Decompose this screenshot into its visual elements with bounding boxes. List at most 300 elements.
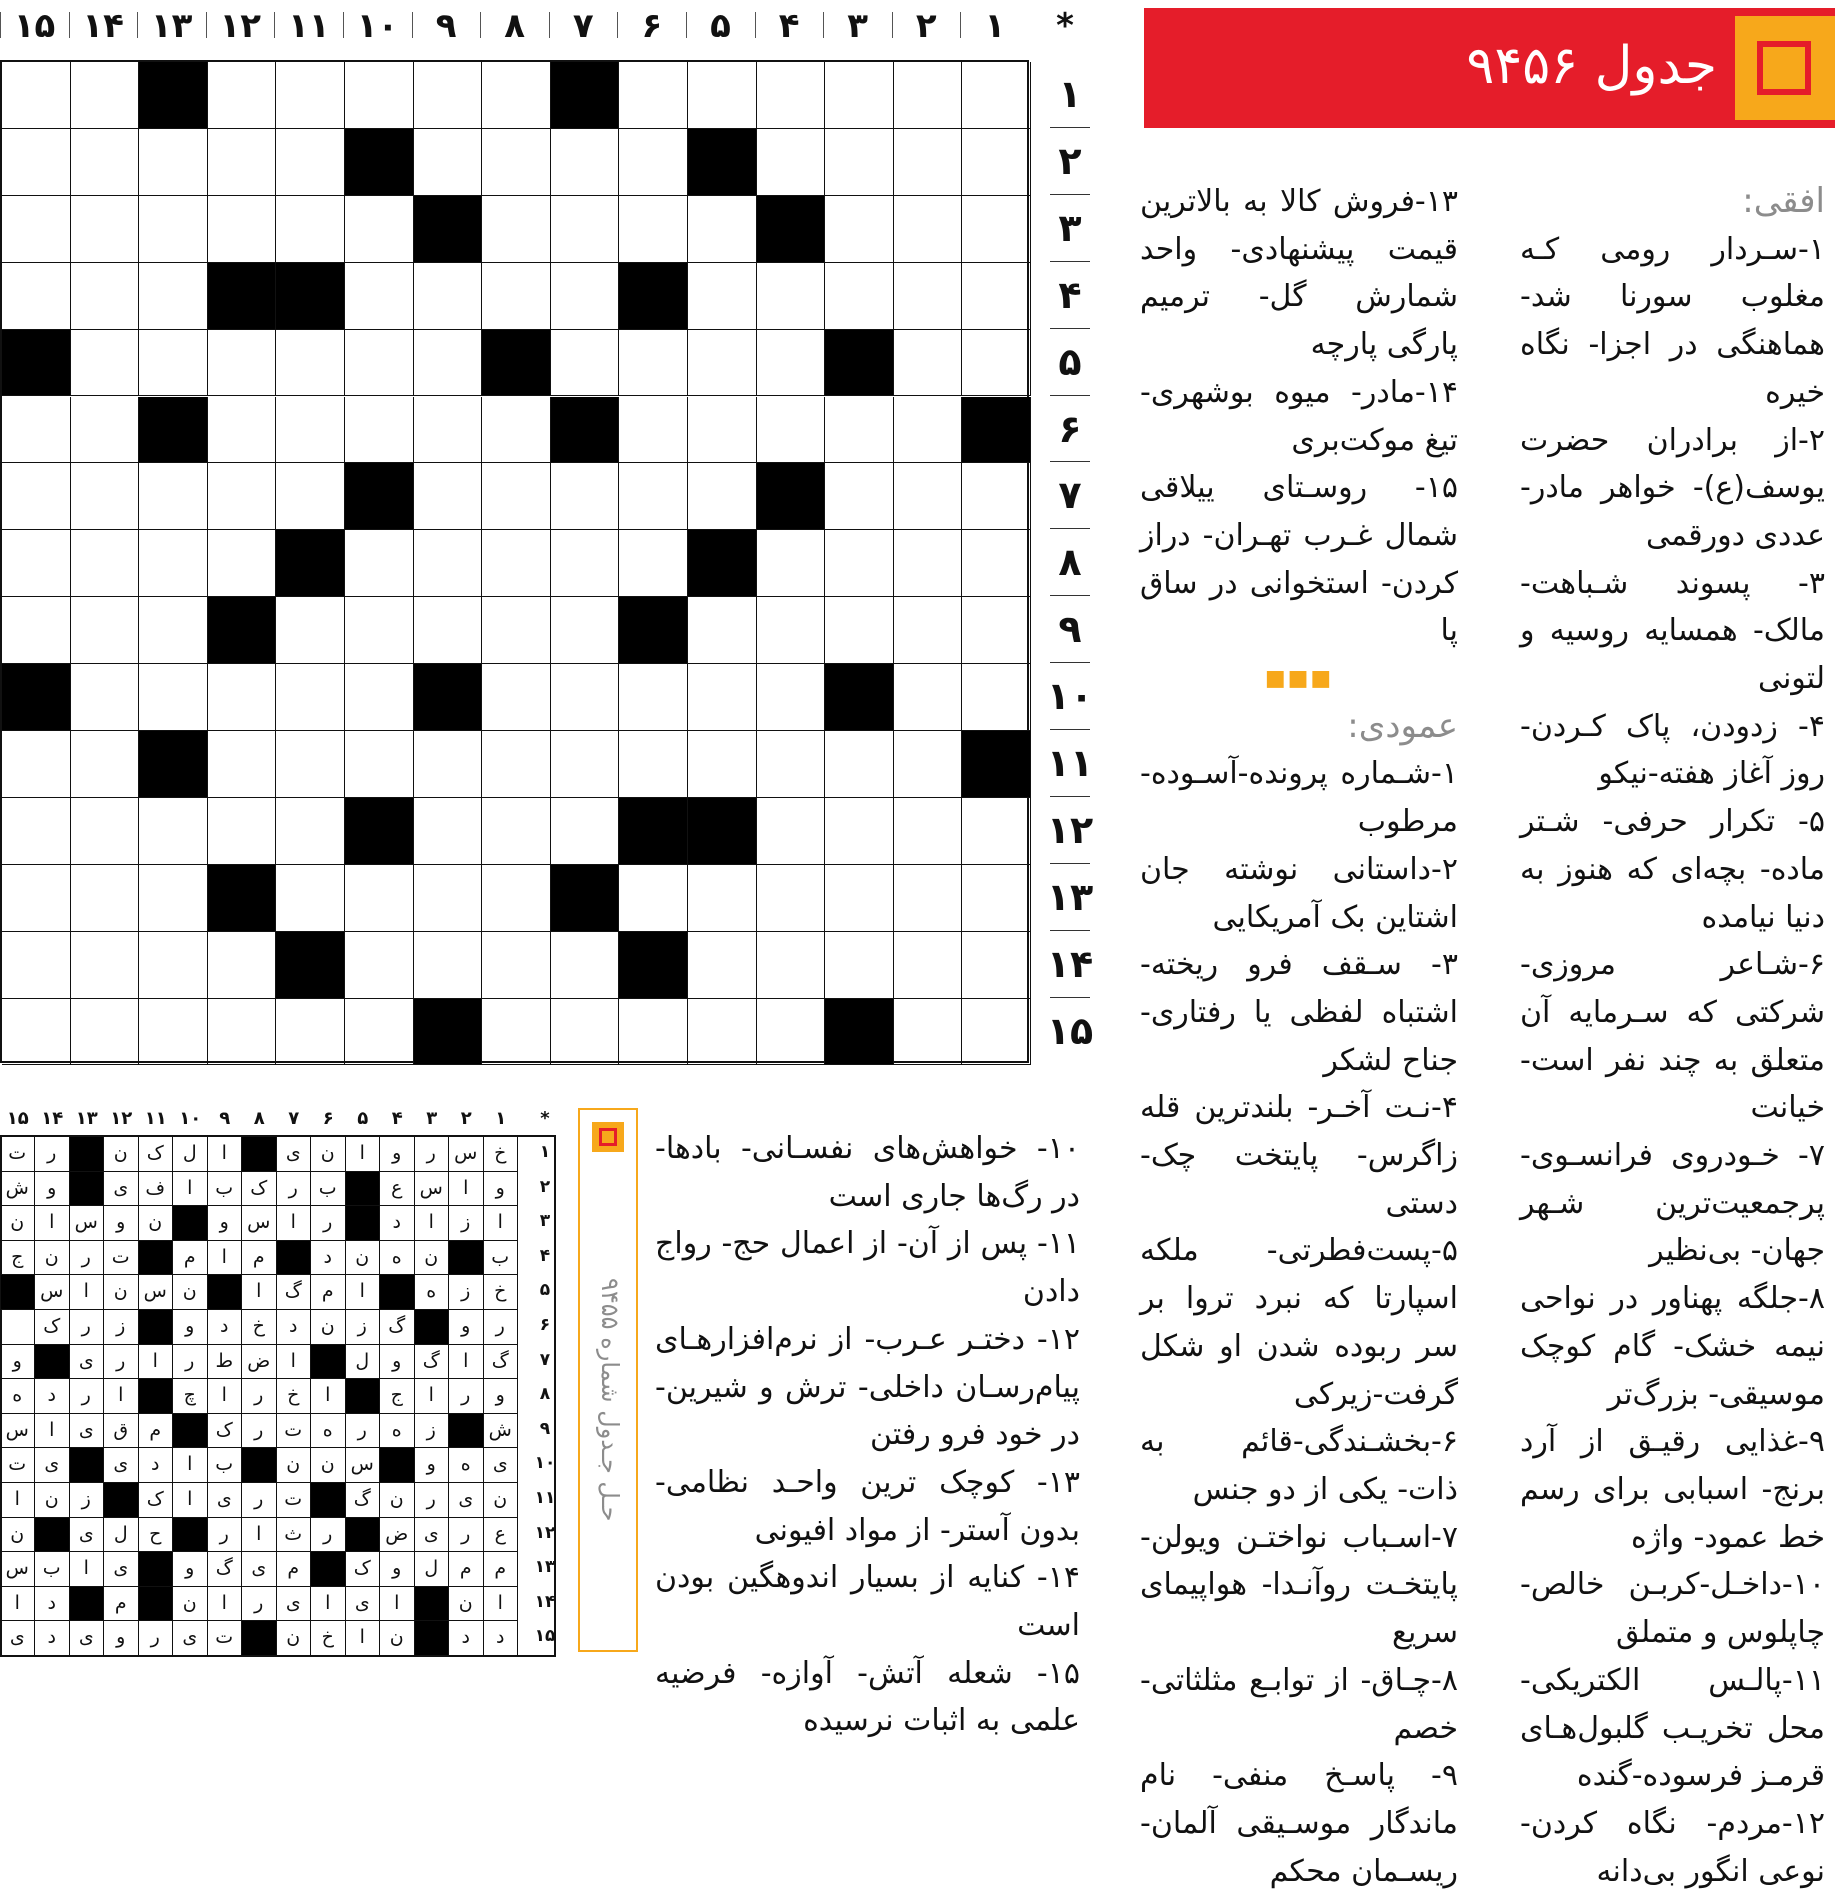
row-number: ۳	[1058, 205, 1082, 250]
solution-row-number: ۲	[539, 1176, 551, 1197]
solution-cell: ر	[70, 1241, 105, 1276]
grid-cell[interactable]	[414, 597, 483, 664]
solution-cell: خ	[484, 1137, 519, 1172]
solution-title-box	[578, 1108, 638, 1652]
solution-cell: ا	[1, 1483, 36, 1518]
grid-cell[interactable]	[894, 530, 963, 597]
grid-cell[interactable]	[688, 263, 757, 330]
grid-cell[interactable]	[894, 932, 963, 999]
solution-cell: ا	[70, 1275, 105, 1310]
grid-cell[interactable]	[2, 263, 71, 330]
grid-cell[interactable]	[962, 62, 1031, 129]
grid-cell[interactable]	[757, 129, 826, 196]
column-number: ۱۴	[82, 6, 124, 46]
grid-cell[interactable]	[962, 865, 1031, 932]
grid-cell[interactable]	[139, 463, 208, 530]
grid-cell[interactable]	[71, 397, 140, 464]
black-cell	[414, 196, 483, 263]
grid-cell[interactable]	[619, 463, 688, 530]
grid-cell[interactable]	[2, 932, 71, 999]
grid-cell[interactable]	[276, 196, 345, 263]
grid-cell[interactable]	[71, 999, 140, 1066]
grid-cell[interactable]	[482, 597, 551, 664]
solution-cell: ر	[311, 1518, 346, 1553]
grid-cell[interactable]	[962, 530, 1031, 597]
grid-cell[interactable]	[482, 196, 551, 263]
grid-cell[interactable]	[757, 932, 826, 999]
solution-cell: ا	[346, 1621, 381, 1656]
black-cell	[2, 330, 71, 397]
grid-cell[interactable]	[414, 263, 483, 330]
solution-cell: گ	[277, 1275, 312, 1310]
grid-cell[interactable]	[962, 999, 1031, 1066]
grid-cell[interactable]	[139, 664, 208, 731]
grid-cell[interactable]	[482, 530, 551, 597]
grid-cell[interactable]	[345, 597, 414, 664]
solution-row-number: ۵	[539, 1280, 551, 1301]
grid-cell[interactable]	[139, 530, 208, 597]
grid-cell[interactable]	[414, 798, 483, 865]
solution-cell: ج	[1, 1241, 36, 1276]
solution-cell: ر	[449, 1518, 484, 1553]
black-cell	[276, 530, 345, 597]
clue-text: ۷- خـودروی فرانسـوی- پرجمعیت‌ترین شـهر جهان- بی‌نظیر	[1520, 1138, 1825, 1269]
solution-cell: ا	[173, 1483, 208, 1518]
grid-cell[interactable]	[414, 330, 483, 397]
grid-cell[interactable]	[208, 530, 277, 597]
row-number: ۱۱	[1046, 741, 1094, 785]
clue-text: ۷-اسـباب نواختـن ویولن- پایتخـت روآنـدا- هواپیمای سریع	[1140, 1519, 1458, 1651]
grid-cell[interactable]	[688, 397, 757, 464]
solution-black-cell	[35, 1518, 70, 1553]
solution-cell: ی	[35, 1448, 70, 1483]
solution-cell: ر	[242, 1379, 277, 1414]
solution-cell: س	[1, 1414, 36, 1449]
solution-cell: و	[104, 1621, 139, 1656]
grid-cell[interactable]	[825, 397, 894, 464]
grid-cell[interactable]	[2, 196, 71, 263]
grid-cell[interactable]	[345, 530, 414, 597]
grid-cell[interactable]	[894, 330, 963, 397]
grid-cell[interactable]	[688, 999, 757, 1066]
grid-cell[interactable]	[757, 865, 826, 932]
grid-cell[interactable]	[894, 798, 963, 865]
solution-cell: ر	[104, 1345, 139, 1380]
grid-cell[interactable]	[208, 463, 277, 530]
grid-cell[interactable]	[962, 664, 1031, 731]
grid-cell[interactable]	[962, 330, 1031, 397]
solution-cell: گ	[380, 1310, 415, 1345]
grid-cell[interactable]	[345, 664, 414, 731]
solution-cell: ط	[208, 1345, 243, 1380]
grid-cell[interactable]	[825, 196, 894, 263]
grid-cell[interactable]	[414, 397, 483, 464]
solution-cell: ب	[311, 1172, 346, 1207]
grid-cell[interactable]	[345, 999, 414, 1066]
grid-cell[interactable]	[482, 798, 551, 865]
solution-cell: ا	[208, 1137, 243, 1172]
grid-cell[interactable]	[757, 597, 826, 664]
grid-cell[interactable]	[208, 798, 277, 865]
grid-cell[interactable]	[345, 932, 414, 999]
grid-cell[interactable]	[71, 865, 140, 932]
grid-cell[interactable]	[551, 263, 620, 330]
solution-cell: ا	[277, 1345, 312, 1380]
grid-cell[interactable]	[894, 999, 963, 1066]
clues-column-middle	[1140, 178, 1458, 1895]
solution-column-number: ۱۳	[75, 1108, 98, 1129]
grid-cell[interactable]	[276, 129, 345, 196]
grid-cell[interactable]	[276, 664, 345, 731]
grid-cell[interactable]	[757, 664, 826, 731]
grid-cell[interactable]	[208, 932, 277, 999]
black-cell	[688, 798, 757, 865]
solution-cell: ا	[449, 1172, 484, 1207]
grid-cell[interactable]	[208, 664, 277, 731]
grid-cell[interactable]	[894, 263, 963, 330]
grid-cell[interactable]	[688, 932, 757, 999]
grid-cell[interactable]	[688, 865, 757, 932]
grid-cell[interactable]	[688, 62, 757, 129]
grid-cell[interactable]	[276, 62, 345, 129]
grid-cell[interactable]	[688, 330, 757, 397]
grid-cell[interactable]	[139, 330, 208, 397]
grid-cell[interactable]	[482, 999, 551, 1066]
grid-cell[interactable]	[208, 129, 277, 196]
grid-cell[interactable]	[2, 463, 71, 530]
grid-cell[interactable]	[139, 263, 208, 330]
grid-cell[interactable]	[2, 597, 71, 664]
grid-cell[interactable]	[825, 530, 894, 597]
black-cell	[962, 397, 1031, 464]
grid-cell[interactable]	[688, 664, 757, 731]
solution-cell: ی	[1, 1621, 36, 1656]
row-separator	[1050, 796, 1090, 797]
grid-cell[interactable]	[71, 196, 140, 263]
solution-black-cell	[173, 1206, 208, 1241]
grid-cell[interactable]	[551, 530, 620, 597]
grid-cell[interactable]	[894, 397, 963, 464]
solution-cell: د	[35, 1379, 70, 1414]
grid-cell[interactable]	[894, 129, 963, 196]
black-cell	[551, 397, 620, 464]
grid-cell[interactable]	[276, 330, 345, 397]
grid-cell[interactable]	[345, 330, 414, 397]
grid-cell[interactable]	[619, 62, 688, 129]
grid-cell[interactable]	[414, 865, 483, 932]
solution-cell: د	[484, 1621, 519, 1656]
solution-black-cell	[380, 1448, 415, 1483]
grid-cell[interactable]	[139, 865, 208, 932]
grid-cell[interactable]	[962, 597, 1031, 664]
solution-cell: ض	[380, 1518, 415, 1553]
clue-text: ۹-غذایی رقیـق از آرد برنج- اسبابی برای رسم خط عمود- واژه	[1520, 1424, 1825, 1555]
column-number: ۱۲	[219, 6, 262, 46]
solution-black-cell	[242, 1137, 277, 1172]
grid-cell[interactable]	[482, 865, 551, 932]
grid-cell[interactable]	[276, 999, 345, 1066]
solution-black-cell	[208, 1275, 243, 1310]
grid-cell[interactable]	[345, 731, 414, 798]
grid-cell[interactable]	[139, 798, 208, 865]
grid-cell[interactable]	[688, 731, 757, 798]
grid-cell[interactable]	[482, 664, 551, 731]
grid-cell[interactable]	[688, 597, 757, 664]
grid-cell[interactable]	[757, 731, 826, 798]
crossword-grid[interactable]	[0, 60, 1029, 1063]
grid-cell[interactable]	[894, 62, 963, 129]
grid-cell[interactable]	[619, 530, 688, 597]
grid-cell[interactable]	[551, 731, 620, 798]
grid-cell[interactable]	[551, 597, 620, 664]
solution-cell: گ	[484, 1345, 519, 1380]
solution-black-cell	[311, 1552, 346, 1587]
grid-cell[interactable]	[962, 463, 1031, 530]
solution-black-cell	[346, 1206, 381, 1241]
grid-cell[interactable]	[894, 597, 963, 664]
grid-cell[interactable]	[2, 731, 71, 798]
grid-cell[interactable]	[619, 731, 688, 798]
grid-cell[interactable]	[825, 865, 894, 932]
grid-cell[interactable]	[414, 463, 483, 530]
grid-cell[interactable]	[482, 463, 551, 530]
grid-cell[interactable]	[71, 664, 140, 731]
grid-cell[interactable]	[482, 731, 551, 798]
grid-cell[interactable]	[688, 463, 757, 530]
grid-cell[interactable]	[414, 731, 483, 798]
grid-cell[interactable]	[551, 463, 620, 530]
grid-cell[interactable]	[208, 731, 277, 798]
solution-cell: ه	[380, 1241, 415, 1276]
grid-cell[interactable]	[139, 129, 208, 196]
grid-cell[interactable]	[482, 932, 551, 999]
grid-cell[interactable]	[894, 463, 963, 530]
solution-cell: م	[173, 1241, 208, 1276]
solution-black-cell	[35, 1345, 70, 1380]
solution-cell: ی	[70, 1518, 105, 1553]
grid-cell[interactable]	[71, 463, 140, 530]
grid-cell[interactable]	[619, 865, 688, 932]
grid-cell[interactable]	[894, 865, 963, 932]
grid-cell[interactable]	[71, 62, 140, 129]
grid-cell[interactable]	[688, 196, 757, 263]
grid-cell[interactable]	[139, 999, 208, 1066]
solution-cell: م	[277, 1552, 312, 1587]
solution-cell: ش	[484, 1414, 519, 1449]
solution-row-number: ۱۱	[534, 1488, 556, 1508]
solution-column-number: ۴	[391, 1108, 403, 1129]
grid-cell[interactable]	[894, 731, 963, 798]
solution-cell: و	[415, 1448, 450, 1483]
solution-row-number: ۱۴	[534, 1591, 556, 1612]
black-cell	[208, 865, 277, 932]
grid-cell[interactable]	[551, 999, 620, 1066]
grid-cell[interactable]	[894, 196, 963, 263]
grid-cell[interactable]	[619, 330, 688, 397]
grid-cell[interactable]	[345, 196, 414, 263]
solution-cell: س	[1, 1552, 36, 1587]
grid-cell[interactable]	[2, 798, 71, 865]
grid-cell[interactable]	[551, 664, 620, 731]
grid-cell[interactable]	[551, 330, 620, 397]
grid-cell[interactable]	[825, 62, 894, 129]
solution-cell: ا	[70, 1552, 105, 1587]
grid-cell[interactable]	[551, 798, 620, 865]
grid-cell[interactable]	[208, 397, 277, 464]
grid-cell[interactable]	[825, 731, 894, 798]
grid-cell[interactable]	[71, 731, 140, 798]
grid-cell[interactable]	[825, 263, 894, 330]
grid-cell[interactable]	[276, 731, 345, 798]
grid-cell[interactable]	[276, 597, 345, 664]
grid-cell[interactable]	[757, 263, 826, 330]
grid-cell[interactable]	[619, 664, 688, 731]
grid-cell[interactable]	[825, 798, 894, 865]
grid-cell[interactable]	[2, 865, 71, 932]
grid-cell[interactable]	[825, 129, 894, 196]
grid-cell[interactable]	[2, 397, 71, 464]
solution-cell: ک	[35, 1310, 70, 1345]
solution-column-number: ۳	[426, 1108, 438, 1129]
grid-cell[interactable]	[71, 263, 140, 330]
grid-cell[interactable]	[345, 865, 414, 932]
grid-cell[interactable]	[276, 397, 345, 464]
black-cell	[825, 999, 894, 1066]
grid-cell[interactable]	[276, 865, 345, 932]
solution-cell: ن	[35, 1483, 70, 1518]
black-cell	[962, 731, 1031, 798]
grid-cell[interactable]	[414, 530, 483, 597]
grid-cell[interactable]	[139, 597, 208, 664]
grid-cell[interactable]	[71, 597, 140, 664]
grid-cell[interactable]	[71, 530, 140, 597]
grid-cell[interactable]	[414, 129, 483, 196]
black-cell	[276, 932, 345, 999]
grid-cell[interactable]	[71, 330, 140, 397]
grid-cell[interactable]	[962, 129, 1031, 196]
grid-cell[interactable]	[757, 330, 826, 397]
solution-black-cell	[311, 1483, 346, 1518]
row-number: ۱۴	[1046, 941, 1094, 986]
black-cell	[825, 330, 894, 397]
grid-cell[interactable]	[962, 196, 1031, 263]
grid-cell[interactable]	[414, 932, 483, 999]
grid-cell[interactable]	[551, 196, 620, 263]
grid-cell[interactable]	[139, 932, 208, 999]
grid-cell[interactable]	[757, 530, 826, 597]
grid-cell[interactable]	[208, 62, 277, 129]
grid-cell[interactable]	[825, 463, 894, 530]
solution-cell: ا	[277, 1206, 312, 1241]
grid-cell[interactable]	[825, 932, 894, 999]
grid-cell[interactable]	[551, 129, 620, 196]
grid-cell[interactable]	[2, 62, 71, 129]
grid-cell[interactable]	[345, 62, 414, 129]
solution-cell: ر	[70, 1379, 105, 1414]
solution-column-number: ۵	[357, 1108, 369, 1129]
solution-column-number: ۹	[219, 1108, 231, 1129]
solution-cell: ز	[449, 1206, 484, 1241]
solution-cell: و	[35, 1172, 70, 1207]
grid-cell[interactable]	[757, 62, 826, 129]
grid-cell[interactable]	[208, 196, 277, 263]
grid-cell[interactable]	[962, 263, 1031, 330]
grid-cell[interactable]	[962, 798, 1031, 865]
grid-cell[interactable]	[962, 932, 1031, 999]
grid-cell[interactable]	[2, 530, 71, 597]
grid-cell[interactable]	[619, 397, 688, 464]
solution-cell: ت	[277, 1483, 312, 1518]
grid-cell[interactable]	[482, 62, 551, 129]
solution-cell: د	[449, 1621, 484, 1656]
solution-column-number: ۲	[460, 1108, 472, 1129]
row-separator	[1050, 395, 1090, 396]
grid-cell[interactable]	[482, 263, 551, 330]
grid-cell[interactable]	[71, 798, 140, 865]
grid-cell[interactable]	[757, 798, 826, 865]
solution-cell: ن	[277, 1621, 312, 1656]
grid-cell[interactable]	[71, 129, 140, 196]
solution-cell: ا	[346, 1275, 381, 1310]
solution-cell: ی	[173, 1621, 208, 1656]
grid-cell[interactable]	[345, 263, 414, 330]
solution-cell: ت	[1, 1137, 36, 1172]
grid-cell[interactable]	[619, 999, 688, 1066]
black-cell	[551, 62, 620, 129]
solution-column-number: ۸	[253, 1108, 265, 1129]
grid-cell[interactable]	[551, 932, 620, 999]
grid-cell[interactable]	[619, 129, 688, 196]
grid-cell[interactable]	[2, 129, 71, 196]
solution-cell: ن	[311, 1137, 346, 1172]
solution-cell: ا	[173, 1172, 208, 1207]
grid-cell[interactable]	[139, 196, 208, 263]
grid-cell[interactable]	[276, 798, 345, 865]
row-number: ۹	[1058, 607, 1082, 652]
clue-text: ۱۴- کنایه از بسیار اندوهگین بودن است	[655, 1560, 1080, 1644]
grid-cell[interactable]	[619, 196, 688, 263]
solution-cell: م	[139, 1414, 174, 1449]
clue-text: ۲-از برادران حضرت یوسف(ع)- خواهر مادر-عددی دورقمی	[1520, 422, 1825, 553]
grid-cell[interactable]	[208, 999, 277, 1066]
grid-cell[interactable]	[482, 129, 551, 196]
solution-cell: ی	[277, 1587, 312, 1622]
grid-cell[interactable]	[208, 330, 277, 397]
solution-cell: گ	[346, 1483, 381, 1518]
solution-cell: ی	[70, 1414, 105, 1449]
solution-cell: ل	[346, 1345, 381, 1380]
grid-cell[interactable]	[825, 597, 894, 664]
black-cell	[757, 196, 826, 263]
clue-text: ۳- سـقف فرو ریخته-اشتباه لفظی یا رفتاری- جناح لشکر	[1140, 947, 1458, 1078]
solution-star-marker: *	[540, 1108, 550, 1129]
grid-cell[interactable]	[482, 397, 551, 464]
grid-cell[interactable]	[414, 62, 483, 129]
grid-cell[interactable]	[757, 397, 826, 464]
grid-cell[interactable]	[71, 932, 140, 999]
grid-cell[interactable]	[757, 999, 826, 1066]
solution-column-number: ۶	[322, 1108, 334, 1129]
grid-cell[interactable]	[894, 664, 963, 731]
solution-cell: ز	[415, 1414, 450, 1449]
grid-cell[interactable]	[345, 397, 414, 464]
solution-cell: س	[35, 1275, 70, 1310]
solution-cell: ا	[415, 1206, 450, 1241]
grid-cell[interactable]	[276, 463, 345, 530]
grid-cell[interactable]	[2, 999, 71, 1066]
solution-cell: ک	[242, 1172, 277, 1207]
solution-cell: ر	[173, 1345, 208, 1380]
